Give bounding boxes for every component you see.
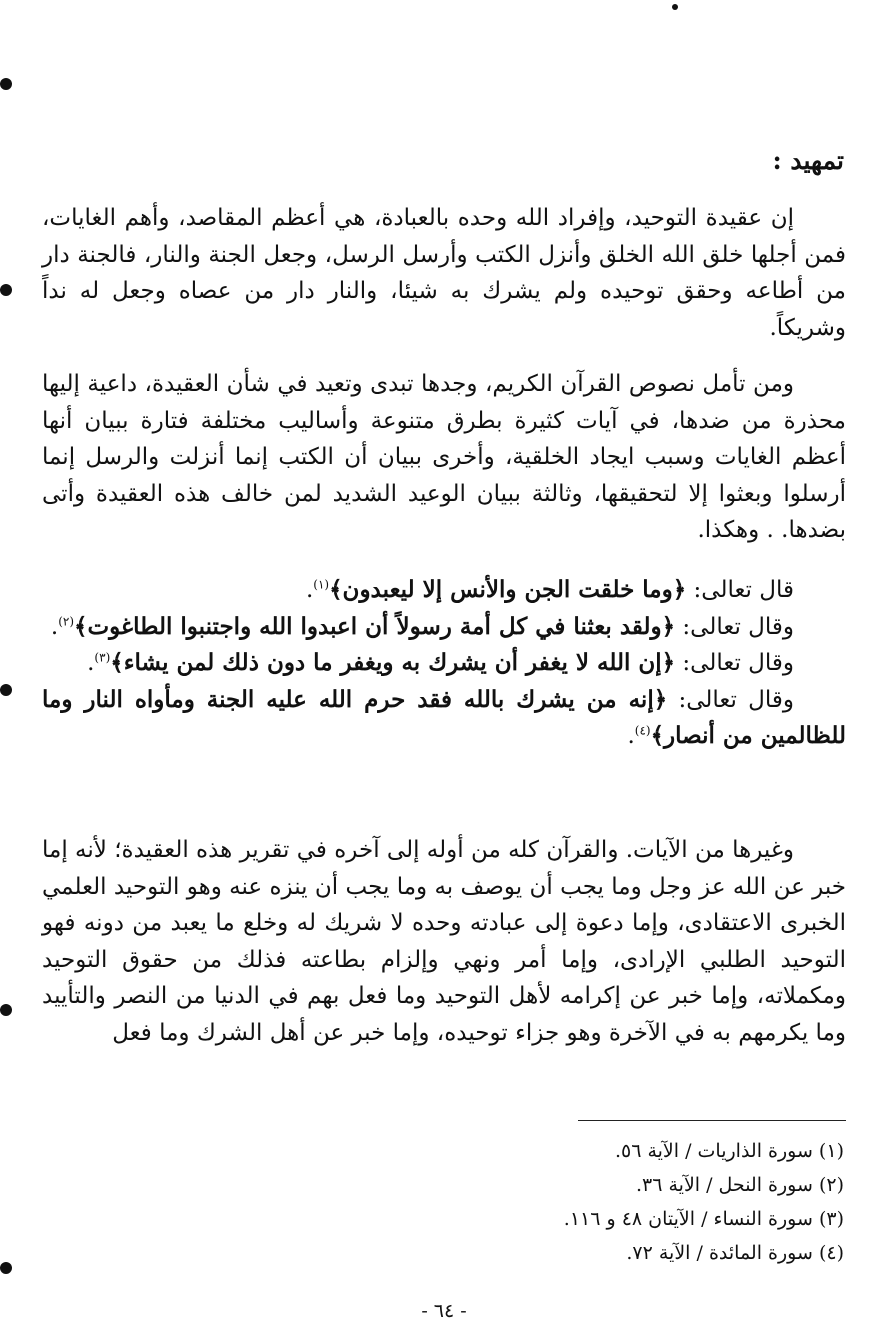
verse-end: . bbox=[50, 613, 59, 640]
verse-item bbox=[42, 572, 846, 609]
binding-hole-mark bbox=[0, 1262, 12, 1274]
footnotes bbox=[244, 1134, 844, 1270]
verse-end: . bbox=[87, 650, 95, 676]
footnote-ref: (٢) bbox=[58, 613, 75, 628]
page-number: - ٦٤ - bbox=[421, 1300, 467, 1322]
verse-text: ﴿إنه من يشرك بالله فقد حرم الله عليه الجنة ومأواه النار وما للظالمين من أنصار﴾ bbox=[42, 685, 846, 749]
binding-hole-mark bbox=[0, 284, 12, 296]
verse-intro: وقال تعالى: bbox=[675, 613, 794, 640]
verse-list bbox=[42, 572, 846, 755]
verse-text: ﴿ولقد بعثنا في كل أمة رسولاً أن اعبدوا الله واجتنبوا الطاغوت﴾ bbox=[74, 612, 676, 640]
binding-hole-mark bbox=[0, 684, 12, 696]
section-heading: تمهيد : bbox=[772, 146, 844, 175]
verse-end: . bbox=[627, 723, 635, 749]
verse-intro: وقال تعالى: bbox=[667, 686, 794, 713]
verse-item bbox=[42, 645, 846, 682]
binding-hole-mark bbox=[0, 1004, 12, 1016]
footnote-item: (٣) سورة النساء / الآيتان ٤٨ و ١١٦. bbox=[563, 1208, 844, 1230]
verse-intro: قال تعالى: bbox=[686, 577, 794, 603]
footnote-item: (١) سورة الذاريات / الآية ٥٦. bbox=[614, 1140, 844, 1162]
footnote-ref: (٣) bbox=[94, 650, 111, 665]
footnote-divider bbox=[578, 1120, 846, 1121]
footnote-item: (٢) سورة النحل / الآية ٣٦. bbox=[635, 1174, 844, 1196]
footnote-ref: (١) bbox=[313, 577, 330, 592]
intro-paragraph bbox=[42, 200, 846, 346]
verse-end: . bbox=[305, 577, 314, 603]
verse-item bbox=[42, 682, 846, 755]
verse-item bbox=[42, 609, 846, 646]
verse-intro: وقال تعالى: bbox=[675, 650, 794, 676]
binding-hole-mark bbox=[0, 78, 12, 90]
paragraph-text: وغيرها من الآيات. والقرآن كله من أوله إلى آخره في تقرير هذه العقيدة؛ لأنه إما خبر عن الله عز وجل وما يجب أن يوصف به وما يجب أن ينزه عنه وهو التوحيد العلمي الخبرى الاعتقادى، وإما دعوة إلى عبادته وحده لا شريك له وخلع ما يعبد من دونه فهو التوحيد الطلبي الإرادى، وإما أمر ونهي وإلزام بطاعته فذلك من حقوق التوحيد ومكملاته، وإما خبر عن إكرامه لأهل التوحيد وما فعل بهم في الدنيا من النصر والتأييد وما يكرمهم به في الآخرة وهو جزاء توحيده، وإما خبر عن أهل الشرك وما فعل bbox=[42, 837, 846, 1046]
verse-text: ﴿إن الله لا يغفر أن يشرك به ويغفر ما دون ذلك لمن يشاء﴾ bbox=[110, 649, 676, 676]
footnote-ref: (٤) bbox=[634, 723, 651, 738]
quran-reflection-paragraph bbox=[42, 366, 846, 549]
verse-text: ﴿وما خلقت الجن والأنس إلا ليعبدون﴾ bbox=[329, 576, 687, 603]
scan-speck bbox=[672, 4, 678, 10]
paragraph-text: إن عقيدة التوحيد، وإفراد الله وحده بالعبادة، هي أعظم المقاصد، وأهم الغايات، فمن أجلها خلق الله الخلق وأنزل الكتب وأرسل الرسل، وجعل الجنة والنار، فالجنة دار من أطاعه وحقق توحيده ولم يشرك به شيئا، والنار دار من عصاه وجعل له نداً وشريكاً. bbox=[42, 205, 846, 341]
tawhid-explanation-paragraph bbox=[42, 832, 846, 1051]
footnote-item: (٤) سورة المائدة / الآية ٧٢. bbox=[626, 1242, 844, 1264]
paragraph-text: ومن تأمل نصوص القرآن الكريم، وجدها تبدى وتعيد في شأن العقيدة، داعية إليها محذرة من ضدها، في آيات كثيرة بطرق متنوعة وأساليب مختلفة فتارة ببيان أنها أعظم الغايات وسبب ايجاد الخلقية، وأخرى ببيان أن الكتب إنما أنزلت والرسل إنما أرسلوا وبعثوا إلا لتحقيقها، وثالثة ببيان الوعيد الشديد لمن خالف هذه العقيدة وأتى بضدها. . وهكذا. bbox=[42, 371, 846, 543]
